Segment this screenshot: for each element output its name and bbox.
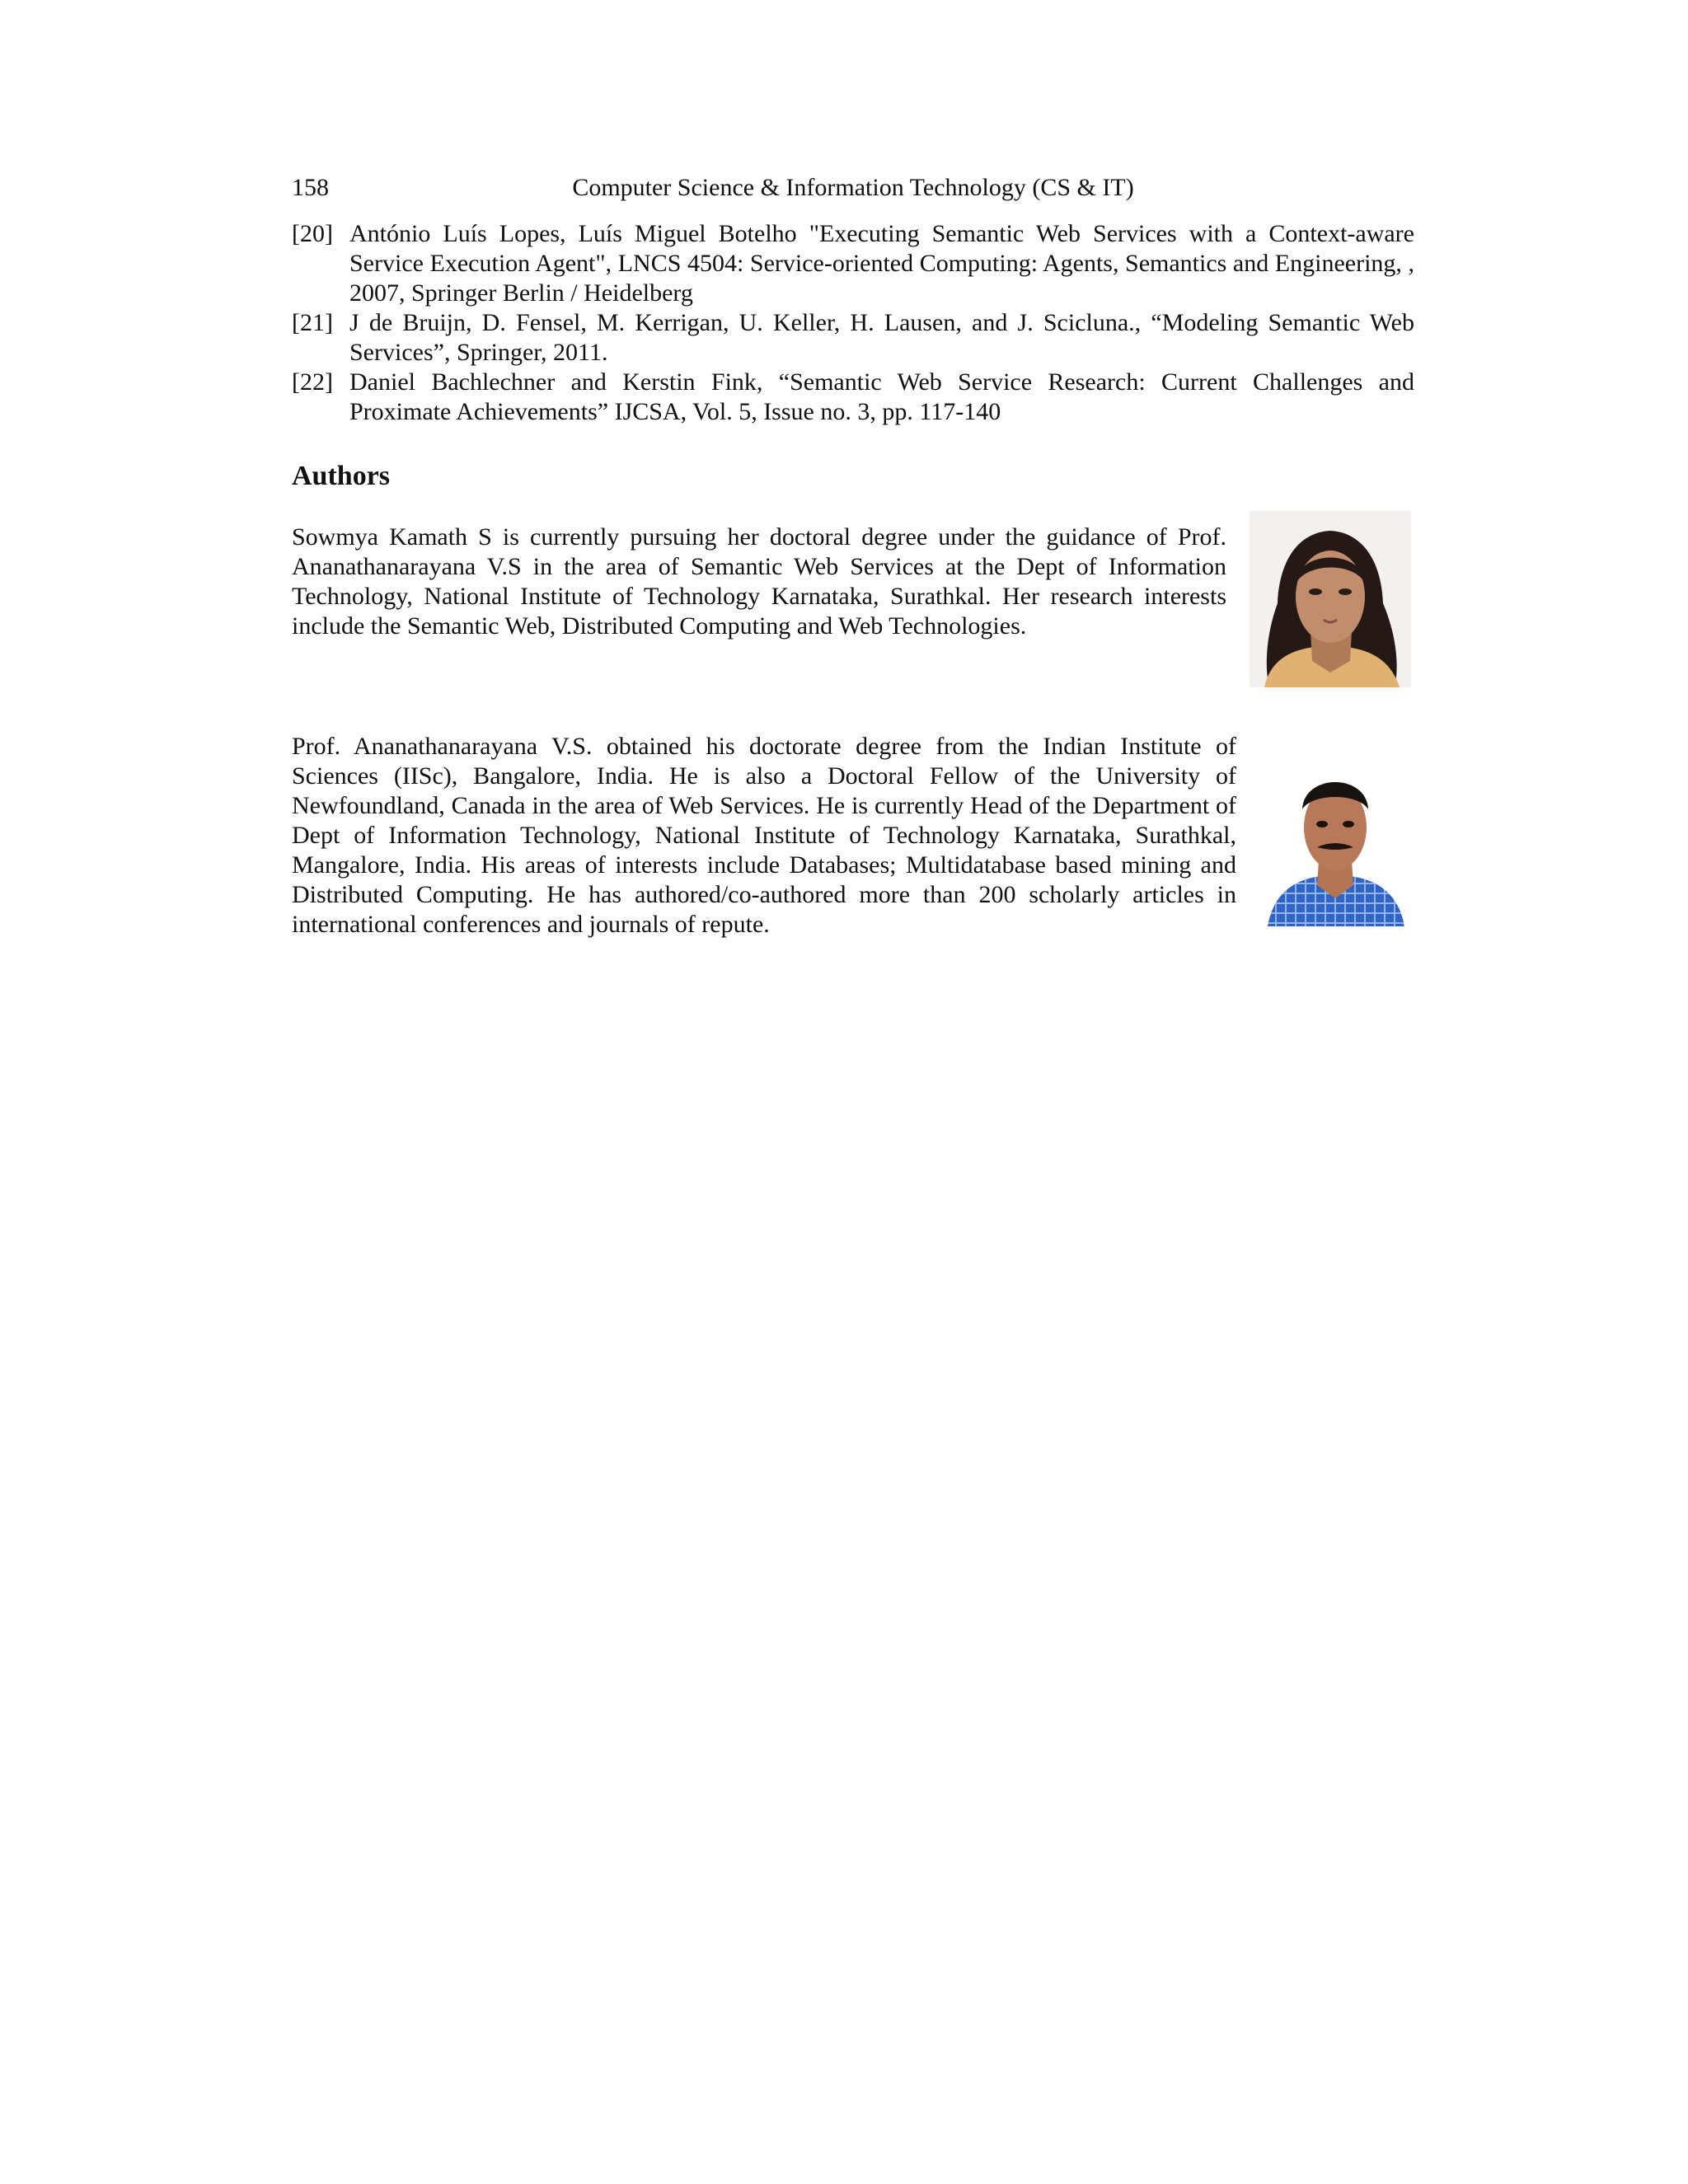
reference-label: [21] [292, 309, 333, 336]
reference-text: António Luís Lopes, Luís Miguel Botelho "Executing Semantic Web Services with a Context-aware Service Execution Agent", LNCS 4504: Service-oriented Computing: Agents, Semantics and Engineering, , 2007, Springer Berlin / Heidelberg [349, 220, 1414, 307]
reference-item [292, 219, 1414, 308]
page-header [292, 170, 1414, 206]
author-bio: Prof. Ananathanarayana V.S. obtained his doctorate degree from the Indian Institute of Sciences (IISc), Bangalore, India. He is also a Doctoral Fellow of the University of Newfoundland, Canada in the area of Web Services. He is currently Head of the Department of Dept of Information Technology, National Institute of Technology Karnataka, Surathkal, Mangalore, India. His areas of interests include Databases; Multidatabase based mining and Distributed Computing. He has authored/co-authored more than 200 scholarly articles in international conferences and journals of repute. [292, 733, 1236, 938]
reference-item [292, 368, 1414, 427]
reference-item [292, 308, 1414, 368]
running-head: Computer Science & Information Technology (CS & IT) [572, 174, 1134, 201]
author-portrait-image [1261, 750, 1409, 926]
reference-text: Daniel Bachlechner and Kerstin Fink, “Semantic Web Service Research: Current Challenges and Proximate Achievements” IJCSA, Vol. 5, Issue no. 3, pp. 117-140 [349, 368, 1414, 425]
reference-text: J de Bruijn, D. Fensel, M. Kerrigan, U. Keller, H. Lausen, and J. Scicluna., “Modeling Semantic Web Services”, Springer, 2011. [349, 309, 1414, 366]
reference-label: [20] [292, 220, 333, 247]
author-portrait-image [1250, 511, 1411, 687]
author-photo [1250, 511, 1411, 687]
page-number: 158 [292, 174, 329, 201]
reference-label: [22] [292, 368, 333, 396]
author-bio: Sowmya Kamath S is currently pursuing her doctoral degree under the guidance of Prof. Ananathanarayana V.S in the area of Semantic Web Services at the Dept of Information Technology, National Institute of Technology Karnataka, Surathkal. Her research interests include the Semantic Web, Distributed Computing and Web Technologies. [292, 523, 1226, 640]
author-photo [1261, 750, 1409, 926]
reference-list [292, 219, 1414, 427]
authors-heading: Authors [292, 461, 391, 491]
